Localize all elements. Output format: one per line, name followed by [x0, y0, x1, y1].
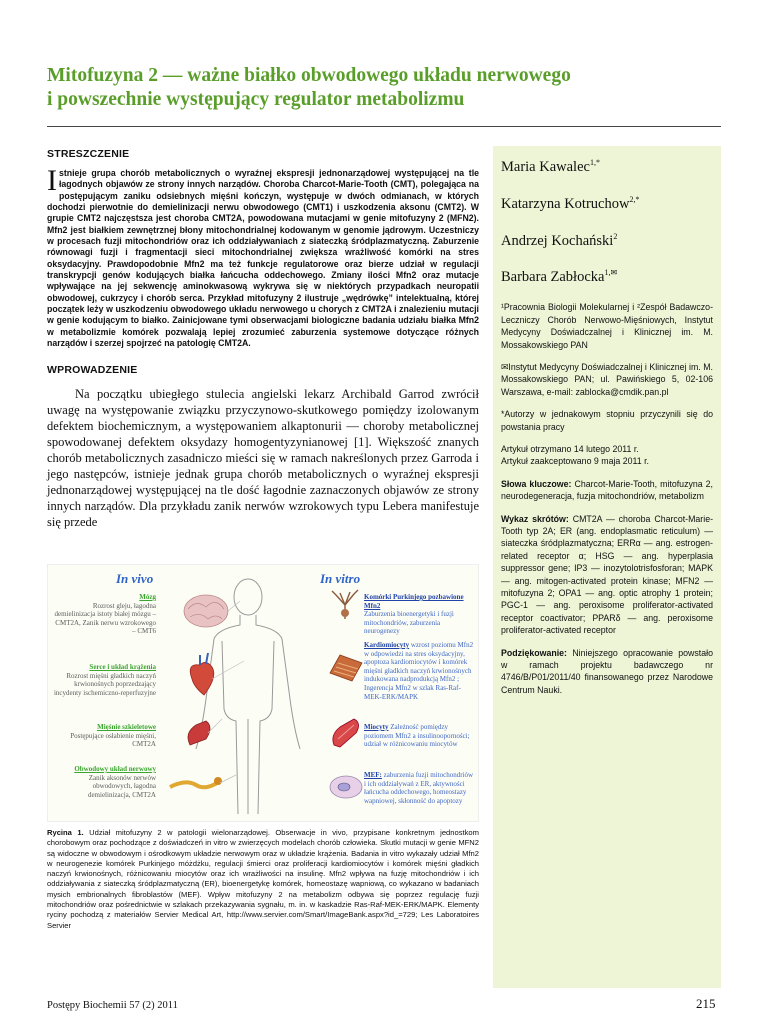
myocyte-annotation: [320, 723, 476, 749]
myocyte-text: Zależność pomiędzy poziomem Mfn2 a insulinooporności; udział w różnicowaniu miocytów: [364, 723, 470, 749]
right-leg-outline: [258, 641, 274, 814]
muscle-connector: [208, 719, 222, 733]
in-vivo-heading: In vivo: [116, 571, 154, 586]
abbreviations-label: Wykaz skrótów:: [501, 513, 569, 524]
abbreviations: [501, 513, 713, 637]
nerve-connector: [220, 775, 236, 783]
acknowledgements: [501, 647, 713, 697]
acknowledgements-text: Niniejszego opracowanie powstało w ramach projektu badawczego nr 4746/B/P01/2011/40 finansowanego przez Narodowe Centrum Nauki.: [501, 647, 713, 695]
heart-title: Serce i układ krążenia: [89, 663, 156, 671]
author-3-name: Andrzej Kochański: [501, 232, 614, 249]
heart-text: Rozrost mięśni gładkich naczyń krwionośnych poprzedzający incydenty ischemiczno-reperfuzyjne: [53, 671, 156, 697]
muscle-icon: [188, 721, 210, 745]
author-4: [501, 264, 713, 286]
affiliations: ¹Pracownia Biologii Molekularnej i ²Zespół Badawczo-Leczniczy Chorób Nerwowo-Mięśniowych, Instytut Medycyny Doświadczalnej i Klinicznej im. M. Mossakowskiego PAN: [501, 302, 713, 350]
caption-text: Udział mitofuzyny 2 w patologii wielonarządowej. Obserwacje in vivo, przypisane konkretnym jednostkom chorobowym oraz pochodzące z doświadczeń in vitro w zwierzęcych modelach chorób człowieka. Skutki mutacji w genie MFN2 są widoczne w obwodowym i ośrodkowym układzie nerwowym oraz w układzie krążenia. Badania in vitro wykazały udział Mfn2 w neurogenezie komórek Purkinjego móżdżku, regulacji śmierci oraz proliferacji kardiomiocytów i komórek mięśni gładkich naczyń krwionośnych, różnicowaniu miocytów oraz ich wrażliwości na insulinę. Mfn2 wpływa na fuzję mitochondriów i ich oddziaływania z siateczką śródplazmatyczną (ER), bioenergetykę komórek, homeostazę wapniową, co wykazano w badaniach mysich embrionalnych fibroblastów (MEF). Wpływ mitofuzyny 2 na metabolizm odbywa się poprzez regulację fuzji mitochondriów oraz pośrednictwie w szlakach przekazywania sygnału, m. in. w kaskadzie Ras-Raf-MEK-ERK/MAPK. Elementy ryciny pochodzą z materiałów Servier Medical Art, http://www.servier.com/Smart/ImageBank.aspx?id_=729; Les Laboratoires Servier: [47, 828, 479, 930]
cardiomyocyte-text: wzrost poziomu Mfn2 w odpowiedzi na stres oksydacyjny, apoptoza kardiomiocytów i komórek mięśni gładkich naczyń krwionośnych indukowana nadprodukcją Mfn2 ; Ingerencja Mfn2 w szlak Ras-Raf-MEK-ERK/MAPK: [364, 641, 474, 701]
main-column: [47, 148, 479, 530]
acknowledgements-label: Podziękowanie:: [501, 647, 567, 658]
brain-text: Rozrost gleju, łagodna demielinizacja istoty białej mózgu – CMT2A, Zanik nerwu wzrokowego – CMT6: [54, 601, 156, 636]
intro-text: Na początku ubiegłego stulecia angielski lekarz Archibald Garrod zwrócił uwagę na występowanie związku przyczynowo-skutkowego pomiędzy izolowanym defektem biochemicznym, a występowaniem alkaptonurii — choroby metabolicznej spowodowanej defektem oksydazy homogentyzynianowej [1]. Większość znanych chorób metabolicznych zasadniczo mieści się w ramach nakreślonych przez Garroda i jego następców, istnieje jednak grupa chorób metabolicznych o wyraźnej ekspresji jednonarządowej występującej na tle dość łagodnie zaznaczonych objawów ze strony innych narządów. Dla przykładu zanik nerwów wzrokowych typu Lebera manifestuje się przede: [47, 386, 479, 529]
brain-icon: [184, 595, 228, 627]
in-vitro-heading: In vitro: [320, 571, 361, 586]
author-2: [501, 191, 713, 213]
nerve-title: Obwodowy układ nerwowy: [74, 765, 156, 773]
accepted-date: Artykuł zaakceptowano 9 maja 2011 r.: [501, 456, 650, 467]
heart-icon: [190, 653, 214, 695]
purkinje-annotation: [320, 593, 476, 636]
author-3-sup: 2: [613, 231, 618, 241]
author-3: [501, 228, 713, 250]
keywords: [501, 478, 713, 503]
muscle-title: Mięśnie szkieletowe: [97, 723, 156, 731]
author-1-sup: 1,*: [589, 158, 600, 167]
mef-title: MEF:: [364, 771, 382, 779]
brain-title: Mózg: [139, 593, 156, 601]
sidebar: [493, 146, 721, 988]
author-1: [501, 154, 713, 176]
title-line-1: Mitofuzyna 2 — ważne białko obwodowego układu nerwowego: [47, 65, 571, 86]
heart-annotation: [52, 663, 156, 697]
author-4-sup: 1,✉: [604, 268, 618, 278]
abstract-heading: STRESZCZENIE: [47, 148, 130, 160]
brain-annotation: [52, 593, 156, 636]
title-divider: [47, 126, 721, 127]
muscle-text: Postępujące osłabienie mięśni, CMT2A: [70, 731, 156, 749]
muscle-annotation: [52, 723, 156, 749]
drop-cap: I: [47, 164, 57, 197]
purkinje-title: Komórki Purkinjego pozbawione Mfn2: [364, 593, 464, 610]
author-4-name: Barbara Zabłocka: [501, 269, 605, 286]
cardiomyocyte-annotation: [320, 641, 476, 701]
purkinje-text: Zaburzenia bioenergetyki i fuzji mitochondriów, zaburzenia neurogenezy: [364, 610, 454, 636]
article-dates: [501, 443, 713, 468]
right-arm-outline: [256, 615, 300, 749]
author-2-sup: 2,*: [629, 194, 640, 204]
myocyte-title: Miocyty: [364, 723, 389, 731]
title-line-2: i powszechnie występujący regulator metabolizmu: [47, 89, 465, 110]
figure-1: [47, 564, 479, 822]
keywords-text: Charcot-Marie-Tooth, mitofuzyna 2, neurodegeneracja, fuzja mitochondriów, metabolizm: [501, 478, 713, 502]
received-date: Artykuł otrzymano 14 lutego 2011 r.: [501, 443, 639, 454]
left-leg-outline: [222, 641, 238, 814]
journal-footer: Postępy Biochemii 57 (2) 2011: [47, 1000, 178, 1011]
contact-address: ✉Instytut Medycyny Doświadczalnej i Klinicznej im. M. Mossakowskiego PAN; ul. Pawińskiego 5, 02-106 Warszawa, e-mail: zablocka@cmdik.pan.pl: [501, 361, 713, 397]
head-outline: [234, 579, 262, 615]
abstract-body: stnieje grupa chorób metabolicznych o wyraźnej ekspresji jednonarządowej występującej na tle łagodnych objawów ze strony innych narządów. Choroba Charcot-Marie-Tooth (CMT), polegająca na postępującym zaniku odsiebnych mięśni kończyn, występuje w dwóch odmianach, w których dochodzi pierwotnie do demielinizacji nerwu obwodowego (CMT1) i uszkodzenia aksonu (CMT2). W grupie CMT2 najczęstsza jest choroba CMT2A, powodowana mutacjami w genie mitofuzyny 2 (MFN2). Mfn2 jest białkiem zewnętrznej błony mitochondrialnej kodowanym w genomie jądrowym. Uczestniczy w procesach fuzji mitochondriów oraz ich oddziaływaniach z siateczką śródplazmatyczną. Zaburzenie równowagi fuzji i fragmentacji sieci mitochondrialnej zwiększa wrażliwość komórki na stres oksydacyjny. Prawdopodobnie Mfn2 ma też funkcje regulatorowe oraz bierze udział w regulacji transkrypcji genów kodujących białka łańcucha oddechowego. Zmiany ilości Mfn2 oraz mutacje wpływające na jej sekwencję aminokwasową wykrywa się w niektórych przypadkach neuropatii obwodowej, cukrzycy i chorób serca. Przykład mitofuzyny 2 ilustruje „wędrówkę” intelektualną, której początek leży w uszkodzeniu obwodowego układu nerwowego u chorych z CMT2A i znalezieniu mutacji w genie kodującym to białko. Zainicjowane tymi obserwacjami biologiczne badania udziału białka Mfn2 w metabolizmie komórek pozwalają lepiej zrozumieć zaburzenia systemowe dotyczące różnych narządów i szerzej spojrzeć na patologię CMT2A.: [47, 168, 479, 349]
figure-caption: [47, 828, 479, 931]
human-body-illustration: [156, 569, 328, 821]
page-number: 215: [696, 996, 716, 1011]
abbreviations-text: CMT2A — choroba Charcot-Marie-Tooth typ 2A; ER (ang. endoplasmatic reticulum) — siateczka śródplazmatyczna; ERRα — ang. estrogen-related receptor α; HSG — ang. hyperplasia suppressor gene; IP3 — inozytolotrisfosforan; MAPK — ang. mitogen-activated protein kinase; MFN2 — mitofuzyna 2; OPA1 — ang. optic atrophy 1 protein; PGC-1 — ang. peroxisome proliferator-activated receptor coactivator; PPARδ — ang. peroxisome proliferator-activated receptor: [501, 513, 714, 636]
keywords-label: Słowa kluczowe:: [501, 478, 572, 489]
nerve-text: Zanik aksonów nerwów obwodowych, łagodna demielinizacja, CMT2A: [87, 773, 156, 799]
author-1-name: Maria Kawalec: [501, 158, 590, 175]
equal-contribution: *Autorzy w jednakowym stopniu przyczynili się do powstania pracy: [501, 409, 713, 432]
intro-heading: WPROWADZENIE: [47, 363, 138, 376]
mef-annotation: [320, 771, 476, 805]
article-title: [47, 64, 727, 112]
heart-connector: [212, 661, 244, 679]
abstract-text: [47, 164, 479, 350]
mef-text: zaburzenia fuzji mitochondriów i ich oddziaływań z ER, aktywności łańcucha oddechowego, homeostazy wapniowej, skłonność do apoptozy: [364, 771, 474, 805]
nerve-icon: [170, 777, 222, 787]
nerve-annotation: [52, 765, 156, 799]
author-2-name: Katarzyna Kotruchow: [501, 195, 630, 212]
cardiomyocyte-title: Kardiomiocyty: [364, 641, 410, 649]
caption-label: Rycina 1.: [47, 828, 84, 837]
